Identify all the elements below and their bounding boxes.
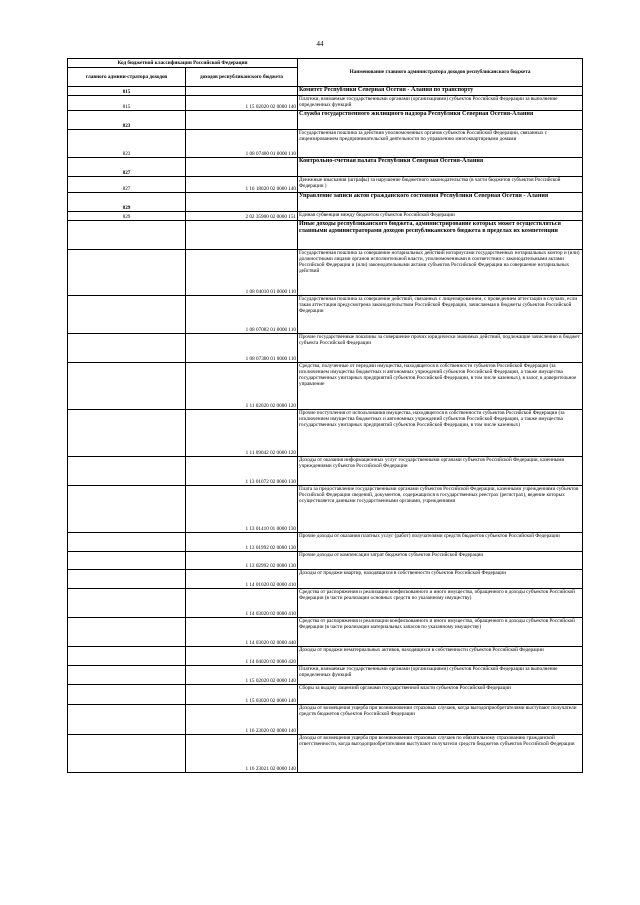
group-row bbox=[68, 193, 583, 212]
income-code-cell: 2 02 35900 02 0000 151 bbox=[186, 212, 298, 221]
admin-code-cell: 829 bbox=[68, 193, 186, 212]
income-code-cell: 1 08 07082 01 0000 110 bbox=[186, 296, 298, 334]
table-row bbox=[68, 589, 583, 618]
table-body bbox=[68, 87, 583, 773]
administrator-name-cell: Служба государственного жилищного надзора Республики Северная Осетия-Алания bbox=[298, 111, 583, 130]
table-row bbox=[68, 212, 583, 221]
table-row bbox=[68, 533, 583, 552]
income-code-cell: 1 14 01020 02 0000 410 bbox=[186, 570, 298, 589]
income-code-cell: 1 11 02020 02 0000 120 bbox=[186, 363, 298, 410]
admin-code-cell bbox=[68, 410, 186, 457]
admin-code-cell: 827 bbox=[68, 158, 186, 177]
admin-code-cell bbox=[68, 618, 186, 647]
income-code-cell: 1 16 18020 02 0000 140 bbox=[186, 177, 298, 193]
income-column-header: доходов республиканского бюджета bbox=[186, 68, 298, 87]
income-code-cell: 1 08 07300 01 0000 110 bbox=[186, 334, 298, 363]
income-code-cell: 1 15 03020 02 0000 140 bbox=[186, 685, 298, 705]
income-name-cell: Прочие государственные пошлины за совершение прочих юридически значимых действий, подлежащие зачислению в бюджет субъекта Российской Федерации bbox=[298, 334, 583, 363]
table-row bbox=[68, 250, 583, 296]
income-code-cell: 1 11 09042 02 0000 120 bbox=[186, 410, 298, 457]
table-row bbox=[68, 685, 583, 705]
table-row bbox=[68, 334, 583, 363]
admin-code-cell bbox=[68, 486, 186, 533]
name-column-header: Наименование главного администратора доходов республиканского бюджета bbox=[298, 59, 583, 87]
admin-code-cell bbox=[68, 589, 186, 618]
income-code-cell: 1 13 01072 02 0000 130 bbox=[186, 457, 298, 486]
table-row bbox=[68, 363, 583, 410]
income-name-cell: Платежи, взимаемые государственными органами (организациями) субъектов Российской Федерации за выполнение определенных функций bbox=[298, 666, 583, 685]
admin-code-cell: 829 bbox=[68, 212, 186, 221]
income-code-cell: 1 13 02992 02 0000 130 bbox=[186, 552, 298, 570]
table-row bbox=[68, 296, 583, 334]
table-row bbox=[68, 647, 583, 666]
income-name-cell: Государственная пошлина за совершение нотариальных действий нотариусами государственных нотариальных контор и (или) должностными лицами органов исполнительной власти, уполномоченными в соответствии с законодательными актами Российской Федерации и (или) законодательными актами субъектов Российской Федерации на совершение нотариальных действий bbox=[298, 250, 583, 296]
table-row bbox=[68, 96, 583, 111]
table-row bbox=[68, 130, 583, 158]
table-row bbox=[68, 410, 583, 457]
table-row bbox=[68, 552, 583, 570]
income-administrators-table bbox=[67, 58, 583, 773]
income-name-cell: Прочие поступления от использования имущества, находящегося в собственности субъектов Российской Федерации (за исключением имущества бюджетных и автономных учреждений субъектов Российской Федерации, а также имущества государственных унитарных предприятий субъектов Российской Федерации, в том числе казенных) bbox=[298, 410, 583, 457]
income-name-cell: Сборы за выдачу лицензий органами государственной власти субъектов Российской Федерации bbox=[298, 685, 583, 705]
income-code-cell: 1 08 04010 01 0000 110 bbox=[186, 250, 298, 296]
income-name-cell: Государственная пошлина за действия уполномоченных органов субъектов Российской Федерации, связанных с лицензированием предпринимательской деятельности по управлению многоквартирными домами bbox=[298, 130, 583, 158]
table-row bbox=[68, 457, 583, 486]
admin-code-cell bbox=[68, 570, 186, 589]
income-code-cell: 1 16 23020 02 0000 140 bbox=[186, 705, 298, 735]
admin-code-cell bbox=[68, 552, 186, 570]
income-code-cell: 1 15 02020 02 0000 140 bbox=[186, 666, 298, 685]
income-code-cell bbox=[186, 193, 298, 212]
administrator-name-cell: Контрольно-счетная палата Республики Северная Осетия-Алания bbox=[298, 158, 583, 177]
admin-code-cell bbox=[68, 221, 186, 250]
income-name-cell: Прочие доходы от оказания платных услуг (работ) получателями средств бюджетов субъектов Российской Федерации bbox=[298, 533, 583, 552]
table-row bbox=[68, 570, 583, 589]
group-row bbox=[68, 221, 583, 250]
admin-code-cell bbox=[68, 334, 186, 363]
admin-code-cell bbox=[68, 735, 186, 773]
income-code-cell bbox=[186, 87, 298, 96]
admin-code-cell: 823 bbox=[68, 111, 186, 130]
classification-group-header: Код бюджетной классификации Российской Федерации bbox=[68, 59, 298, 68]
table-row bbox=[68, 618, 583, 647]
income-code-cell: 1 15 02020 02 0000 140 bbox=[186, 96, 298, 111]
income-name-cell: Средства от распоряжения и реализации конфискованного и иного имущества, обращенного в доходы субъектов Российской Федерации (в части реализации материальных запасов по указанному имуществу) bbox=[298, 618, 583, 647]
income-name-cell: Доходы от возмещения ущерба при возникновении страховых случаев по обязательному страхованию гражданской ответственности, когда выгодоприобретателями выступают получатели средств бюджетов субъектов Российской Федерации bbox=[298, 735, 583, 773]
admin-code-cell bbox=[68, 457, 186, 486]
admin-code-cell: 815 bbox=[68, 96, 186, 111]
income-name-cell: Платежи, взимаемые государственными органами (организациями) субъектов Российской Федерации за выполнение определенных функций bbox=[298, 96, 583, 111]
income-code-cell bbox=[186, 221, 298, 250]
group-row bbox=[68, 158, 583, 177]
group-row bbox=[68, 111, 583, 130]
income-code-cell bbox=[186, 158, 298, 177]
admin-code-cell bbox=[68, 296, 186, 334]
income-code-cell: 1 13 01992 02 0000 130 bbox=[186, 533, 298, 552]
income-name-cell: Доходы от продажи квартир, находящихся в собственности субъектов Российской Федерации bbox=[298, 570, 583, 589]
income-code-cell: 1 14 04020 02 0000 420 bbox=[186, 647, 298, 666]
income-name-cell: Прочие доходы от компенсации затрат бюджетов субъектов Российской Федерации bbox=[298, 552, 583, 570]
income-name-cell: Плата за предоставление государственными органами субъектов Российской Федерации, казенными учреждениями субъектов Российской Федерации сведений, документов, содержащихся в государственных реестрах (регистрах), ведение которых осуществляется данными государственными органами, учреждениями bbox=[298, 486, 583, 533]
income-name-cell: Средства, полученные от передачи имущества, находящегося в собственности субъектов Российской Федерации (за исключением имущества бюджетных и автономных учреждений субъектов Российской Федерации, а также имущества государственных унитарных предприятий субъектов Российской Федерации, в том числе казенных), в залог, в доверительное управление bbox=[298, 363, 583, 410]
income-name-cell: Единая субвенция между бюджетом субъектов Российской Федерации bbox=[298, 212, 583, 221]
admin-code-cell: 823 bbox=[68, 130, 186, 158]
income-name-cell: Государственная пошлина за совершение действий, связанных с лицензированием, с проведением аттестации в случаях, если такая аттестация предусмотрена законодательством Российской Федерации, зачисляемая в бюджеты субъектов Российской Федерации bbox=[298, 296, 583, 334]
table-row bbox=[68, 735, 583, 773]
administrator-name-cell: Управление записи актов гражданского состояния Республики Северная Осетия - Алания bbox=[298, 193, 583, 212]
admin-code-cell bbox=[68, 363, 186, 410]
admin-code-cell bbox=[68, 533, 186, 552]
table-row bbox=[68, 666, 583, 685]
income-code-cell: 1 14 03020 02 0000 410 bbox=[186, 589, 298, 618]
table-row bbox=[68, 177, 583, 193]
admin-code-cell bbox=[68, 666, 186, 685]
page-number: 44 bbox=[316, 40, 324, 48]
income-name-cell: Денежные взыскания (штрафы) за нарушение бюджетного законодательства (в части бюджетов субъектов Российской Федерации ) bbox=[298, 177, 583, 193]
group-row bbox=[68, 87, 583, 96]
admin-code-cell: 815 bbox=[68, 87, 186, 96]
income-name-cell: Доходы от оказания информационных услуг государственными органами субъектов Российской Федерации, казенными учреждениями субъектов Российской Федерации bbox=[298, 457, 583, 486]
income-code-cell: 1 16 23021 02 0000 140 bbox=[186, 735, 298, 773]
income-code-cell bbox=[186, 111, 298, 130]
admin-code-cell bbox=[68, 250, 186, 296]
income-name-cell: Средства от распоряжения и реализации конфискованного и иного имущества, обращенного в доходы субъектов Российской Федерации (в части реализации основных средств по указанному имуществу) bbox=[298, 589, 583, 618]
administrator-name-cell: Комитет Республики Северная Осетия - Алания по транспорту bbox=[298, 87, 583, 96]
income-name-cell: Доходы от продажи нематериальных активов, находящихся в собственности субъектов Российской Федерации bbox=[298, 647, 583, 666]
income-code-cell: 1 08 07400 01 0000 110 bbox=[186, 130, 298, 158]
income-code-cell: 1 14 03020 02 0000 440 bbox=[186, 618, 298, 647]
administrator-name-cell: Иные доходы республиканского бюджета, администрирование которых может осуществляться главными администраторами доходов республиканского бюджета в пределах их компетенции bbox=[298, 221, 583, 250]
admin-code-cell bbox=[68, 647, 186, 666]
table-row bbox=[68, 486, 583, 533]
admin-code-cell: 827 bbox=[68, 177, 186, 193]
admin-code-cell bbox=[68, 705, 186, 735]
income-code-cell: 1 13 01410 01 0000 130 bbox=[186, 486, 298, 533]
admin-code-cell bbox=[68, 685, 186, 705]
income-name-cell: Доходы от возмещения ущерба при возникновении страховых случаев, когда выгодоприобретателями выступают получатели средств бюджетов субъектов Российской Федерации bbox=[298, 705, 583, 735]
admin-column-header: главного админи-стратора доходов bbox=[68, 68, 186, 87]
table-row bbox=[68, 705, 583, 735]
